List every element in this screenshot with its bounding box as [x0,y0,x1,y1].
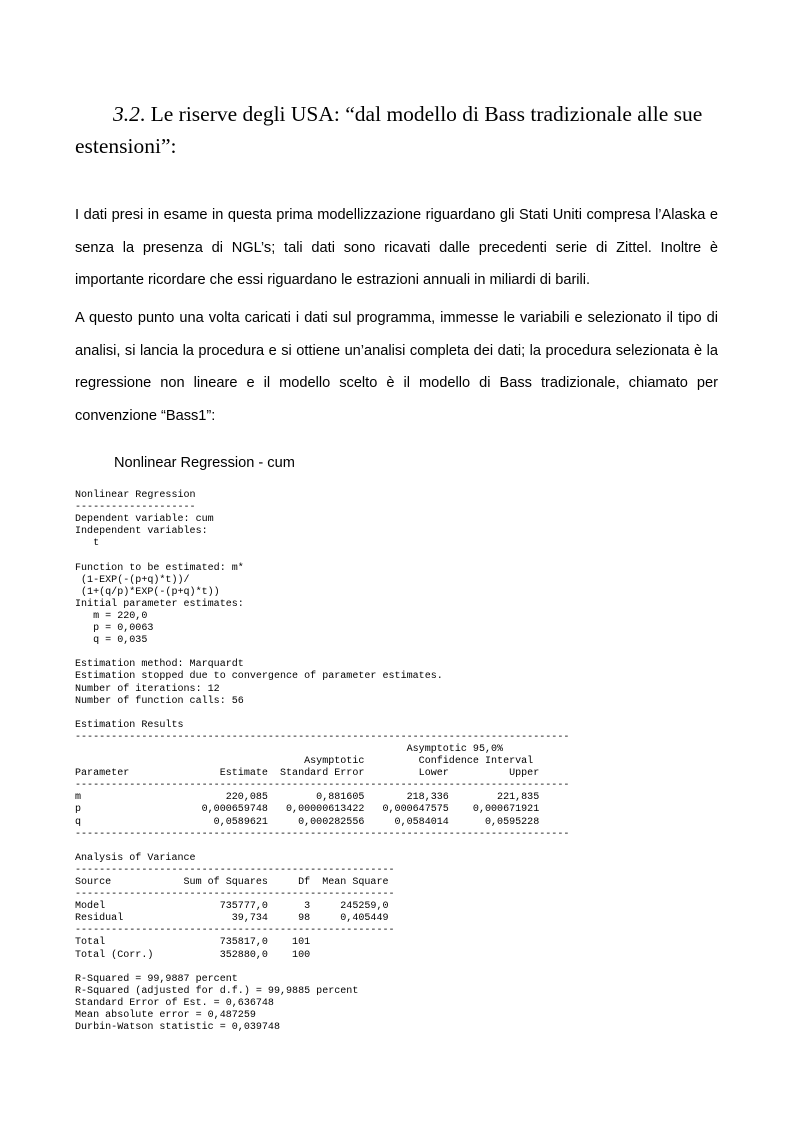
heading-title-part-1: . Le riserve degli USA: “dal modello di Bass tradizionale alle sue [139,102,703,126]
paragraph-data-description: I dati presi in esame in questa prima modellizzazione riguardano gli Stati Uniti compresa l’Alaska e senza la presenza di NGL’s; tali dati sono ricavati dalle precedenti serie di Zittel. Inoltre è importante ricordare che essi riguardano le estrazioni annuali in miliardi di barili. [75,207,718,288]
estimation-results-table: Estimation Results ---------------------------------------------------------------------------------- Asymptotic 95,0% Asymptotic Confidence Interval Parameter Estimate Standard Error Lower Upper ---------------------------------------------------------------------------------- m 220,085 0,881605 218,336 221,835 p 0,000659748 0,00000613422 0,000647575 0,000671921 q 0,0589621 0,000282556 0,0584014 0,0595228 ---------------------------------------------------------------------------------- [75,719,570,840]
heading-title-part-2: estensioni”: [75,134,177,158]
output-header: Nonlinear Regression -------------------- Dependent variable: cum Independent variables: t Function to be estimated: m* (1-EXP(-(p+q)*t))/ (1+(q/p)*EXP(-(p+q)*t)) Initial parameter estimates: m = 220,0 p = 0,0063 q = 0,035 Estimation method: Marquardt Estimation stopped due to convergence of parameter estimates. Number of iterations: 12 Number of function calls: 56 [75,490,443,707]
section-number: 3.2 [113,102,140,126]
heading-line-1 [75,98,718,130]
regression-output [75,490,569,1034]
output-title: Nonlinear Regression - cum [114,455,295,471]
section-heading [75,98,718,162]
paragraph-procedure: A questo punto una volta caricati i dati sul programma, immesse le variabili e selezionato il tipo di analisi, si lancia la procedura e si ottiene un’analisi completa dei dati; la procedura selezionata è la regressione non lineare e il modello scelto è il modello di Bass tradizionale, chiamato per convenzione “Bass1”: [75,310,718,424]
anova-table: Analysis of Variance ----------------------------------------------------- Source Sum of Squares Df Mean Square ----------------------------------------------------- Model 735777,0 3 245259,0 Residual 39,734 98 0,405449 ----------------------------------------------------- Total 735817,0 101 Total (Corr.) 352880,0 100 [75,852,395,961]
fit-statistics: R-Squared = 99,9887 percent R-Squared (adjusted for d.f.) = 99,9885 percent Standard Error of Est. = 0,636748 Mean absolute error = 0,487259 Durbin-Watson statistic = 0,039748 [75,973,359,1034]
